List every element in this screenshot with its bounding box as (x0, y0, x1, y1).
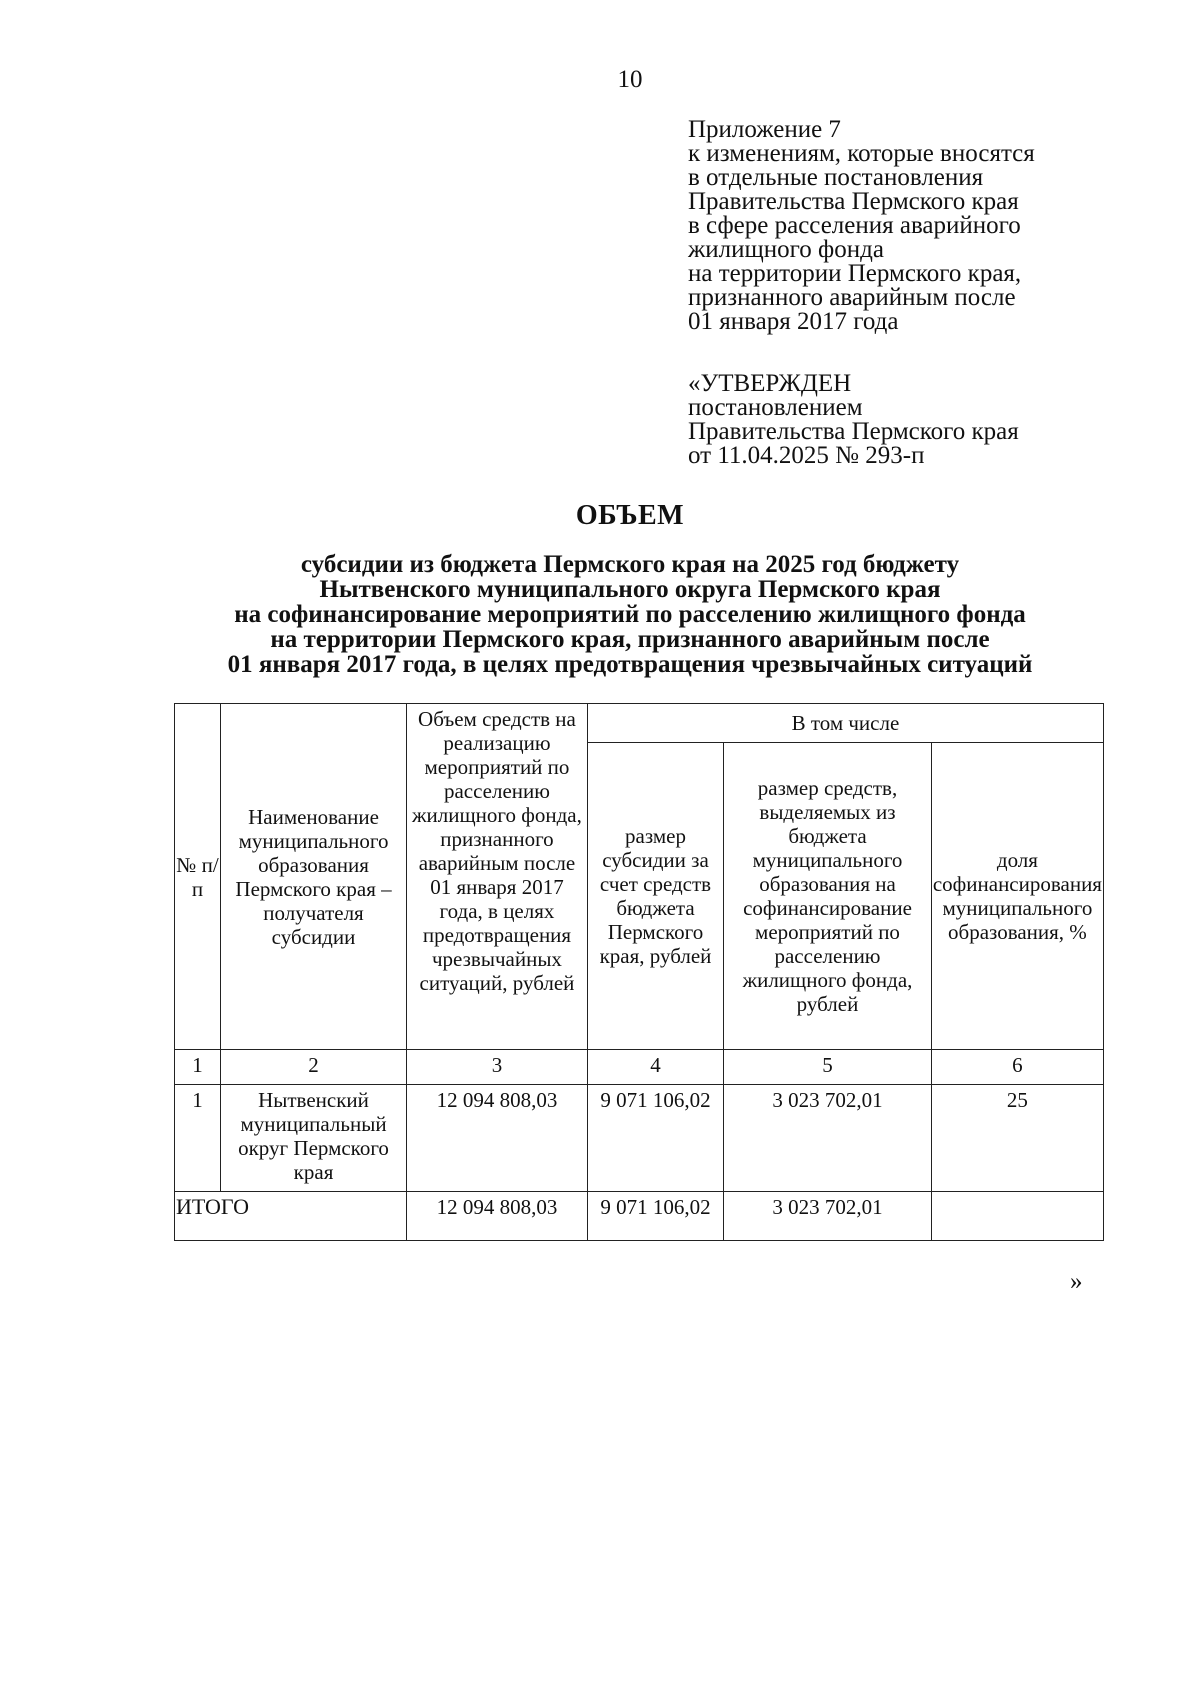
column-number-row (175, 1050, 1104, 1085)
appendix-line: жилищного фонда (688, 236, 884, 263)
page-number: 10 (617, 66, 643, 93)
appendix-line: в отдельные постановления (688, 164, 984, 191)
approval-line: от 11.04.2025 № 293-п (688, 442, 925, 469)
column-number: 2 (220, 1050, 406, 1085)
subtitle-line: субсидии из бюджета Пермского края на 2025 год бюджету (300, 551, 960, 578)
appendix-line: Приложение 7 (688, 116, 841, 143)
total-label: ИТОГО (175, 1192, 407, 1241)
appendix-line: к изменениям, которые вносятся (688, 140, 1035, 167)
approval-line: постановлением (688, 394, 863, 421)
appendix-line: Правительства Пермского края (688, 188, 1019, 215)
header-group-including: В том числе (587, 704, 1103, 743)
column-number: 4 (587, 1050, 723, 1085)
column-number: 5 (724, 1050, 932, 1085)
total-share (931, 1192, 1103, 1241)
appendix-block (688, 118, 1128, 334)
approval-line: «УТВЕРЖДЕН (688, 370, 852, 397)
header-municipality: Наименование муниципального образования Пермского края – получателя субсидии (220, 704, 406, 1050)
total-municipal-funds: 3 023 702,01 (724, 1192, 932, 1241)
document-title: ОБЪЕМ (575, 500, 685, 531)
closing-quote: » (1070, 1268, 1083, 1295)
total-subsidy: 9 071 106,02 (587, 1192, 723, 1241)
appendix-line: в сфере расселения аварийного (688, 212, 1021, 239)
row-municipality: Нытвенский муниципальный округ Пермского края (220, 1085, 406, 1192)
subtitle-line: на территории Пермского края, признанного аварийным после (270, 626, 990, 653)
subtitle-line: 01 января 2017 года, в целях предотвращения чрезвычайных ситуаций (227, 651, 1033, 678)
header-share: доля софинансирования муниципального образования, % (931, 743, 1103, 1050)
row-municipal-funds: 3 023 702,01 (724, 1085, 932, 1192)
subsidy-table (174, 703, 1104, 1241)
row-share: 25 (931, 1085, 1103, 1192)
column-number: 3 (407, 1050, 588, 1085)
header-number: № п/п (175, 704, 221, 1050)
subtitle-line: на софинансирование мероприятий по расселению жилищного фонда (234, 601, 1026, 628)
approval-line: Правительства Пермского края (688, 418, 1019, 445)
header-total-volume: Объем средств на реализацию мероприятий по расселению жилищного фонда, признанного аварийным после 01 января 2017 года, в целях предотвращения чрезвычайных ситуаций, рублей (407, 704, 588, 1050)
row-subsidy: 9 071 106,02 (587, 1085, 723, 1192)
header-row (175, 704, 1104, 743)
document-subtitle (130, 552, 1130, 677)
row-total-volume: 12 094 808,03 (407, 1085, 588, 1192)
header-municipal-funds: размер средств, выделяемых из бюджета муниципального образования на софинансирование мероприятий по расселению жилищного фонда, рублей (724, 743, 932, 1050)
total-row (175, 1192, 1104, 1241)
header-subsidy: размер субсидии за счет средств бюджета Пермского края, рублей (587, 743, 723, 1050)
table-row (175, 1085, 1104, 1192)
subtitle-line: Нытвенского муниципального округа Пермского края (319, 576, 941, 603)
title-block (130, 500, 1130, 677)
appendix-line: признанного аварийным после (688, 284, 1016, 311)
appendix-line: на территории Пермского края, (688, 260, 1022, 287)
column-number: 1 (175, 1050, 221, 1085)
approval-block (688, 372, 1128, 468)
total-volume: 12 094 808,03 (407, 1192, 588, 1241)
appendix-line: 01 января 2017 года (688, 308, 899, 335)
row-number: 1 (175, 1085, 221, 1192)
column-number: 6 (931, 1050, 1103, 1085)
